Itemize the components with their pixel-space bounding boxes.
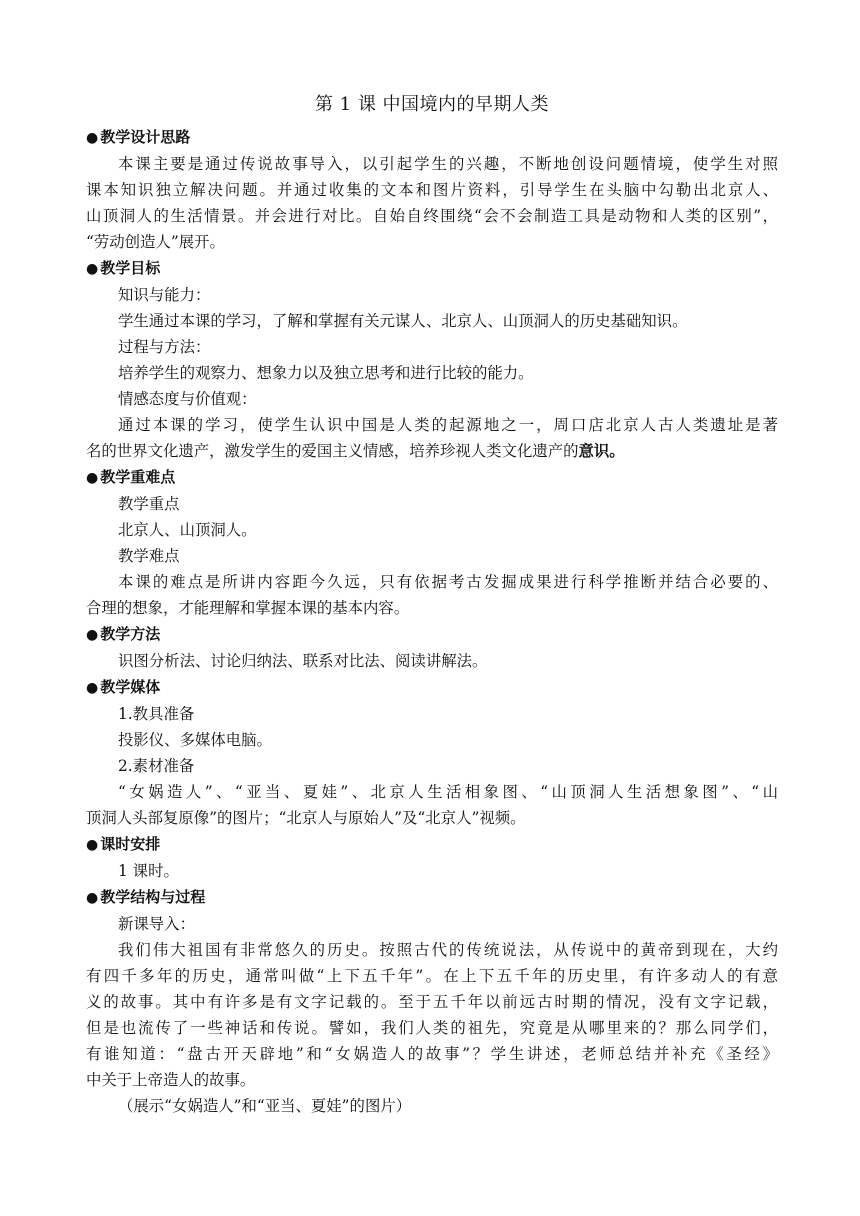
subheading: 教学重点 [118,495,180,513]
subheading: 教学难点 [118,547,180,565]
section-heading: ● 教学重难点 [86,464,778,491]
section-goals [86,255,778,464]
paragraph-line: 有四千多年的历史，通常叫做“上下五千年”。在上下五千年的历史里，有许多动人的有意 [86,967,778,985]
subheading: 知识与能力： [118,286,211,304]
image-note: （展示“女娲造人”和“亚当、夏娃”的图片） [118,1097,412,1115]
bullet-icon: ● [86,890,99,906]
paragraph-line: 投影仪、多媒体电脑。 [118,731,272,749]
paragraph-line: 名的世界文化遗产，激发学生的爱国主义情感，培养珍视人类文化遗产的意识。 [86,442,625,460]
paragraph-line: 合理的想象，才能理解和掌握本课的基本内容。 [86,599,410,617]
section-heading: ● 教学媒体 [86,674,778,701]
section-heading: ● 教学结构与过程 [86,884,778,911]
section-media [86,674,778,831]
paragraph-line: 本课主要是通过传说故事导入，以引起学生的兴趣，不断地创设问题情境，使学生对照 [118,155,778,173]
bullet-icon: ● [86,837,99,853]
section-schedule [86,831,778,884]
paragraph-line: 1 课时。 [118,862,179,880]
paragraph-line: 课本知识独立解决问题。并通过收集的文本和图片资料，引导学生在头脑中勾勒出北京人、 [86,181,778,199]
section-methods [86,621,778,674]
paragraph-line: 本课的难点是所讲内容距今久远，只有依据考古发掘成果进行科学推断并结合必要的、 [118,573,778,591]
bullet-icon: ● [86,680,99,696]
bullet-icon: ● [86,470,99,486]
paragraph-line: 学生通过本课的学习，了解和掌握有关元谋人、北京人、山顶洞人的历史基础知识。 [118,312,688,330]
paragraph-line: 我们伟大祖国有非常悠久的历史。按照古代的传统说法，从传说中的黄帝到现在，大约 [118,941,778,959]
paragraph-line: 顶洞人头部复原像”的图片；“北京人与原始人”及“北京人”视频。 [86,809,526,827]
paragraph-line: 有谁知道：“盘古开天辟地”和“女娲造人的故事”？学生讲述，老师总结并补充《圣经》 [86,1045,778,1063]
section-heading: ● 课时安排 [86,831,778,858]
section-design [86,124,778,255]
document-page [86,92,778,1119]
paragraph-line: “女娲造人”、“亚当、夏娃”、北京人生活相象图、“山顶洞人生活想象图”、“山 [118,783,778,801]
subheading: 过程与方法： [118,338,211,356]
subheading: 1.教具准备 [118,705,195,723]
section-heading: ● 教学方法 [86,621,778,648]
paragraph-line: 义的故事。其中有许多是有文字记载的。至于五千年以前远古时期的情况，没有文字记载， [86,993,778,1011]
paragraph-line: 培养学生的观察力、想象力以及独立思考和进行比较的能力。 [118,364,534,382]
subheading: 新课导入： [118,915,195,933]
paragraph-line: 北京人、山顶洞人。 [118,521,257,539]
paragraph-line: 山顶洞人的生活情景。并会进行对比。自始自终围绕“会不会制造工具是动物和人类的区别”， [86,207,778,225]
bullet-icon: ● [86,130,99,146]
bullet-icon: ● [86,627,99,643]
subheading: 2.素材准备 [118,757,195,775]
paragraph-line: 但是也流传了一些神话和传说。譬如，我们人类的祖先，究竟是从哪里来的？那么同学们， [86,1019,778,1037]
paragraph-line: 识图分析法、讨论归纳法、联系对比法、阅读讲解法。 [118,652,488,670]
section-process [86,884,778,1119]
paragraph-line: 通过本课的学习，使学生认识中国是人类的起源地之一，周口店北京人古人类遗址是著 [118,416,778,434]
bold-text: 意识。 [578,442,625,460]
section-heading: ● 教学设计思路 [86,124,778,151]
paragraph-line: 中关于上帝造人的故事。 [86,1071,256,1089]
subheading: 情感态度与价值观： [118,390,257,408]
section-keypoints [86,464,778,621]
section-heading: ● 教学目标 [86,255,778,282]
bullet-icon: ● [86,261,99,277]
paragraph-line: “劳动创造人”展开。 [86,233,225,251]
lesson-title: 第 1 课 中国境内的早期人类 [314,94,550,115]
